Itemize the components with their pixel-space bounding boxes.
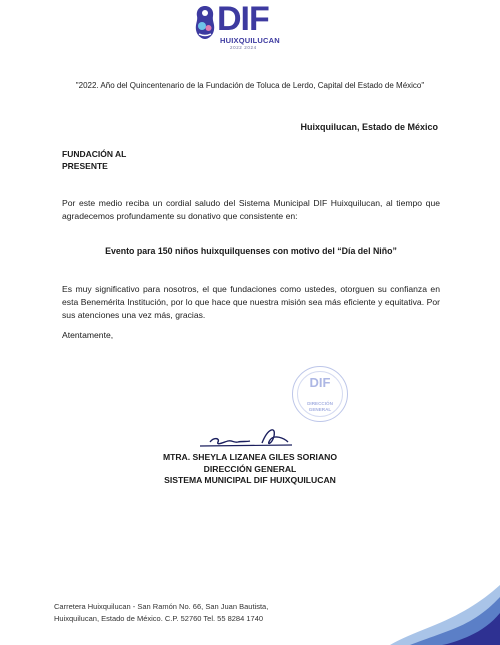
footer-wave-decoration	[390, 585, 500, 645]
footer-address	[54, 601, 268, 625]
logo-subtitle: HUIXQUILUCAN	[220, 36, 280, 45]
footer-address-line-1: Carretera Huixquilucan - San Ramón No. 66, San Juan Bautista,	[54, 602, 269, 611]
signer-block	[100, 452, 400, 487]
stamp-line-1: DIRECCIÓN	[307, 401, 333, 406]
event-description: Evento para 150 niños huixquilquenses con motivo del “Día del Niño”	[105, 246, 397, 256]
signer-name: MTRA. SHEYLA LIZANEA GILES SORIANO	[162, 452, 338, 462]
dif-family-icon	[193, 4, 217, 40]
signer-position: DIRECCIÓN GENERAL	[203, 463, 297, 474]
body-paragraph-1: Por este medio reciba un cordial saludo del Sistema Municipal DIF Huixquilucan, al tiempo que agradecemos profundamente su donativo que consistente en:	[62, 198, 440, 221]
recipient-name: FUNDACIÓN AL	[62, 149, 127, 159]
place-line: Huixquilucan, Estado de México	[300, 122, 438, 132]
footer-address-line-2: Huixquilucan, Estado de México. C.P. 52760 Tel. 55 8284 1740	[54, 614, 264, 623]
recipient-presente: PRESENTE	[62, 161, 108, 171]
stamp-logo: DIF	[309, 375, 331, 390]
official-stamp	[292, 366, 348, 422]
recipient-block	[62, 148, 126, 172]
stamp-text	[293, 401, 347, 413]
stamp-line-2: GENERAL	[308, 407, 332, 412]
handwritten-signature	[196, 422, 306, 452]
closing-line: Atentamente,	[62, 330, 114, 340]
dif-logo	[193, 0, 309, 50]
year-motto: "2022. Año del Quincentenario de la Fundación de Toluca de Lerdo, Capital del Estado de México"	[75, 81, 425, 90]
signer-organization: SISTEMA MUNICIPAL DIF HUIXQUILUCAN	[164, 475, 336, 485]
body-paragraph-2: Es muy significativo para nosotros, el que fundaciones como ustedes, otorguen su confianza en esta Benemérita Institución, por lo que hace que nuestra misión sea más eficiente y equitativa. Por sus atenciones una vez más, gracias.	[62, 284, 440, 320]
logo-wordmark: DIF	[217, 0, 269, 38]
logo-years: 2022 2024	[230, 45, 257, 50]
